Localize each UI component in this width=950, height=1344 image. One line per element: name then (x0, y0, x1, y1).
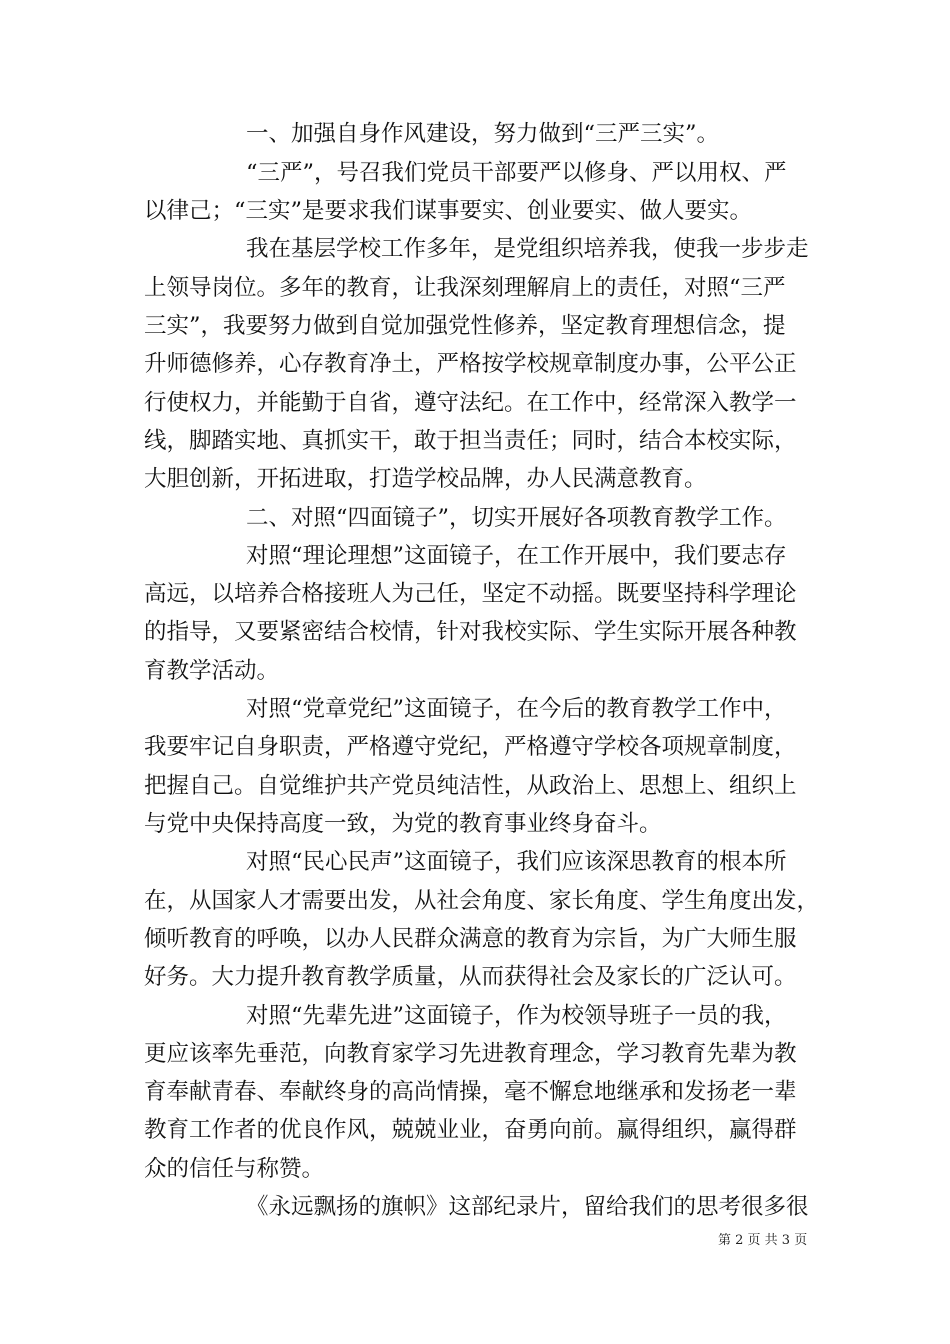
page-number: 第 2 页 共 3 页 (718, 1233, 808, 1248)
text-line: 大胆创新，开拓进取，打造学校品牌，办人民满意教育。 (144, 466, 707, 492)
text-line: 三实”，我要努力做到自觉加强党性修养，坚定教育理想信念，提 (144, 313, 786, 339)
text-line: 把握自己。自觉维护共产党员纯洁性，从政治上、思想上、组织上 (144, 773, 797, 799)
text-line: 线，脚踏实地、真抓实干，敢于担当责任；同时，结合本校实际， (144, 428, 797, 454)
text-line: 与党中央保持高度一致，为党的教育事业终身奋斗。 (144, 811, 662, 837)
text-line: 众的信任与称赞。 (144, 1156, 325, 1182)
text-line: 育奉献青春、奉献终身的高尚情操，毫不懈怠地继承和发扬老一辈 (144, 1079, 797, 1105)
text-line: 《永远飘扬的旗帜》这部纪录片，留给我们的思考很多很 (246, 1194, 809, 1220)
text-line: 对照“党章党纪”这面镜子，在今后的教育教学工作中， (246, 696, 787, 722)
text-line: 好务。大力提升教育教学质量，从而获得社会及家长的广泛认可。 (144, 964, 797, 990)
text-line: 倾听教育的呼唤，以办人民群众满意的教育为宗旨，为广大师生服 (144, 926, 797, 952)
text-line: 行使权力，并能勤于自省，遵守法纪。在工作中，经常深入教学一 (144, 390, 797, 416)
text-line: 对照“民心民声”这面镜子，我们应该深思教育的根本所 (246, 849, 787, 875)
text-line: 的指导，又要紧密结合校情，针对我校实际、学生实际开展各种教 (144, 619, 797, 645)
text-line: 对照“先辈先进”这面镜子，作为校领导班子一员的我， (246, 1003, 787, 1029)
text-line: 更应该率先垂范，向教育家学习先进教育理念，学习教育先辈为教 (144, 1041, 797, 1067)
text-line: 我要牢记自身职责，严格遵守党纪，严格遵守学校各项规章制度， (144, 734, 797, 760)
text-line: 升师德修养，心存教育净土，严格按学校规章制度办事，公平公正 (144, 351, 797, 377)
text-line: 在，从国家人才需要出发，从社会角度、家长角度、学生角度出发， (144, 888, 820, 914)
text-line: “三严”，号召我们党员干部要严以修身、严以用权、严 (246, 160, 787, 186)
text-line: 高远，以培养合格接班人为己任，坚定不动摇。既要坚持科学理论 (144, 581, 797, 607)
text-line: 一、加强自身作风建设，努力做到“三严三实”。 (246, 121, 720, 147)
text-line: 上领导岗位。多年的教育，让我深刻理解肩上的责任，对照“三严 (144, 275, 786, 301)
text-line: 对照“理论理想”这面镜子，在工作开展中，我们要志存 (246, 543, 787, 569)
text-line: 二、对照“四面镜子”，切实开展好各项教育教学工作。 (246, 505, 787, 531)
text-line: 育教学活动。 (144, 658, 280, 684)
text-line: 教育工作者的优良作风，兢兢业业，奋勇向前。赢得组织，赢得群 (144, 1117, 797, 1143)
text-line: 我在基层学校工作多年，是党组织培养我，使我一步步走 (246, 236, 809, 262)
text-line: 以律己；“三实”是要求我们谋事要实、创业要实、做人要实。 (144, 198, 753, 224)
